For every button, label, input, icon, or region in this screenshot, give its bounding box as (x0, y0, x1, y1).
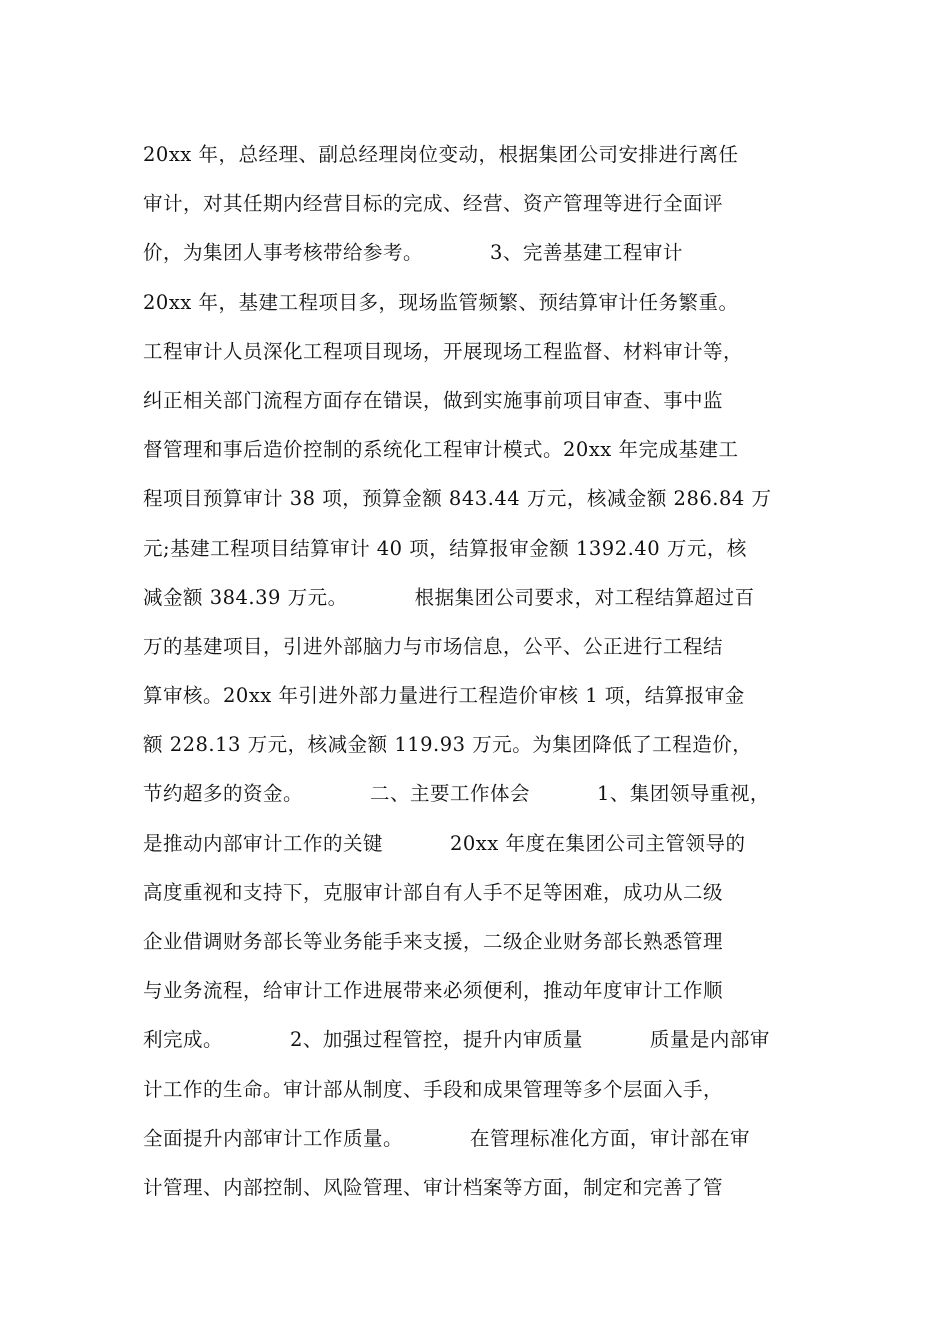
text-line-4: 20xx 年，基建工程项目多，现场监管频繁、预结算审计任务繁重。 (143, 290, 739, 314)
text-line-6: 纠正相关部门流程方面存在错误，做到实施事前项目审查、事中监 (143, 388, 724, 412)
text-line-7: 督管理和事后造价控制的系统化工程审计模式。20xx 年完成基建工 (143, 438, 739, 462)
text-line-1: 20xx 年，总经理、副总经理岗位变动，根据集团公司安排进行离任 (143, 143, 739, 166)
text-line-8: 程项目预算审计 38 项，预算金额 843.44 万元，核减金额 286.84 万 (143, 487, 772, 511)
text-line-20: 计工作的生命。审计部从制度、手段和成果管理等多个层面入手， (143, 1077, 724, 1101)
text-line-21: 全面提升内部审计工作质量。 在管理标准化方面，审计部在审 (143, 1126, 750, 1150)
text-line-10: 减金额 384.39 万元。 根据集团公司要求，对工程结算超过百 (143, 585, 755, 609)
body-text (143, 130, 823, 1212)
text-line-12: 算审核。20xx 年引进外部力量进行工程造价审核 1 项，结算报审金 (143, 684, 745, 708)
text-line-9: 元;基建工程项目结算审计 40 项，结算报审金额 1392.40 万元，核 (143, 536, 747, 560)
text-line-3: 价，为集团人事考核带给参考。 3、完善基建工程审计 (143, 241, 683, 265)
text-line-2: 审计，对其任期内经营目标的完成、经营、资产管理等进行全面评 (143, 192, 724, 216)
text-line-13: 额 228.13 万元，核减金额 119.93 万元。为集团降低了工程造价， (143, 733, 753, 757)
text-line-14: 节约超多的资金。 二、主要工作体会 1、集团领导重视， (143, 782, 770, 806)
text-line-18: 与业务流程，给审计工作进展带来必须便利，推动年度审计工作顺 (143, 979, 724, 1003)
text-line-15: 是推动内部审计工作的关键 20xx 年度在集团公司主管领导的 (143, 831, 746, 855)
text-line-19: 利完成。 2、加强过程管控，提升内审质量 质量是内部审 (143, 1028, 770, 1052)
text-line-11: 万的基建项目，引进外部脑力与市场信息，公平、公正进行工程结 (143, 634, 724, 658)
text-line-5: 工程审计人员深化工程项目现场，开展现场工程监督、材料审计等， (143, 339, 744, 363)
text-line-16: 高度重视和支持下，克服审计部自有人手不足等困难，成功从二级 (143, 880, 724, 904)
text-line-22: 计管理、内部控制、风险管理、审计档案等方面，制定和完善了管 (143, 1175, 724, 1199)
text-line-17: 企业借调财务部长等业务能手来支援，二级企业财务部长熟悉管理 (143, 930, 724, 953)
